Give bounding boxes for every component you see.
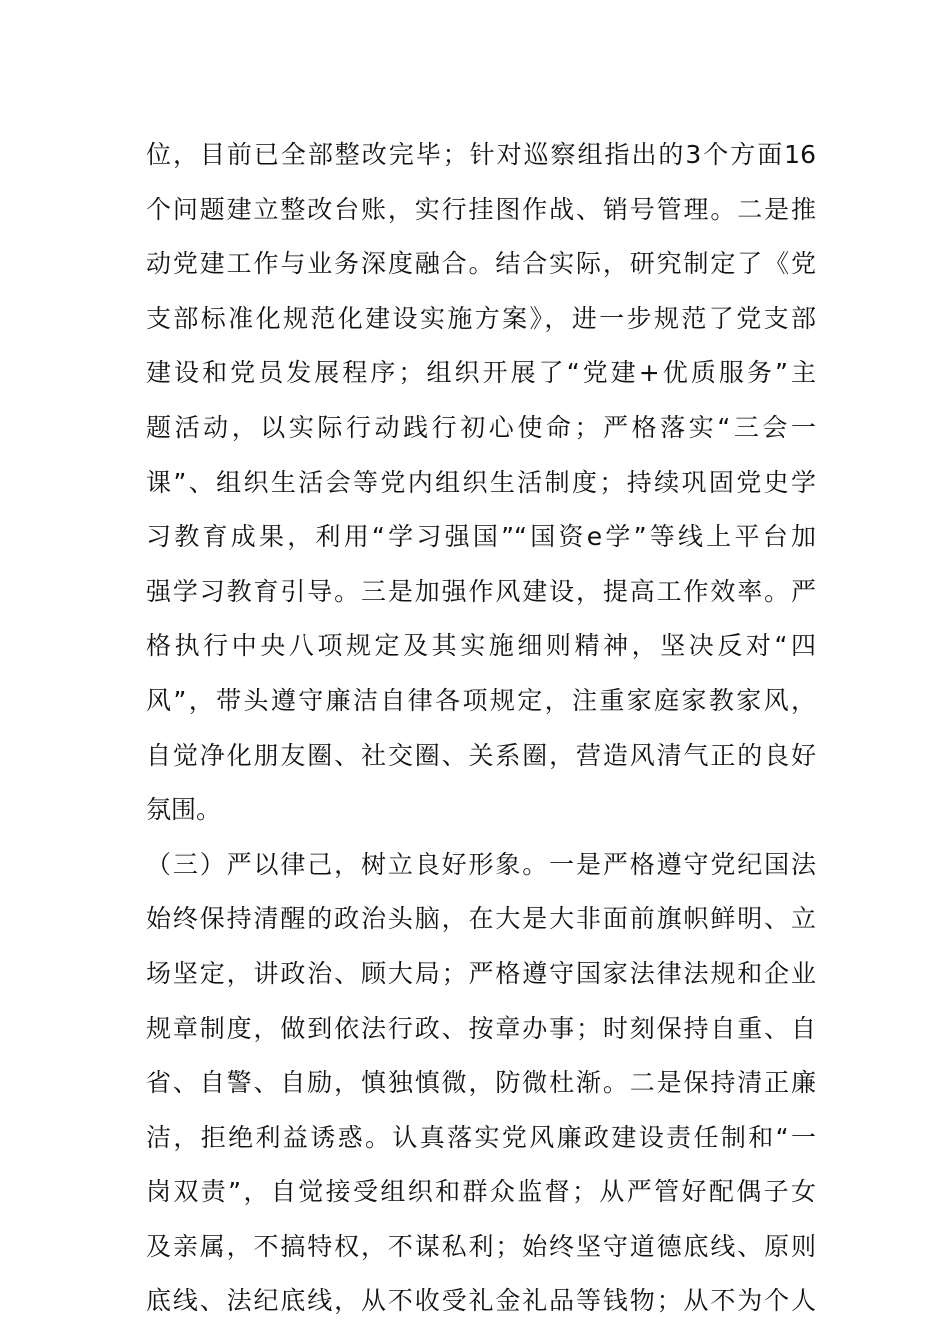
text-line-5: 建设和党员发展程序；组织开展了“党建+优质服务”主 bbox=[146, 358, 816, 388]
text-line-7: 课”、组织生活会等党内组织生活制度；持续巩固党史学 bbox=[146, 467, 816, 497]
text-line-9: 强学习教育引导。三是加强作风建设，提高工作效率。严 bbox=[146, 576, 816, 606]
text-line-1: 位，目前已全部整改完毕；针对巡察组指出的3个方面16 bbox=[146, 140, 816, 169]
text-line-6: 题活动，以实际行动践行初心使命；严格落实“三会一 bbox=[146, 412, 816, 442]
text-line-19: 洁，拒绝利益诱惑。认真落实党风廉政建设责任制和“一 bbox=[146, 1122, 816, 1152]
text-line-10: 格执行中央八项规定及其实施细则精神，坚决反对“四 bbox=[146, 631, 816, 661]
text-line-11: 风”，带头遵守廉洁自律各项规定，注重家庭家教家风， bbox=[146, 685, 816, 715]
text-line-4: 支部标准化规范化建设实施方案》，进一步规范了党支部 bbox=[146, 303, 816, 333]
text-line-12: 自觉净化朋友圈、社交圈、关系圈，营造风清气正的良好 bbox=[146, 740, 816, 770]
text-line-22: 底线、法纪底线，从不收受礼金礼品等钱物；从不为个人 bbox=[146, 1286, 816, 1316]
text-line-15: 始终保持清醒的政治头脑，在大是大非面前旗帜鲜明、立 bbox=[146, 904, 816, 934]
text-line-17: 规章制度，做到依法行政、按章办事；时刻保持自重、自 bbox=[146, 1013, 816, 1043]
text-line-16: 场坚定，讲政治、顾大局；严格遵守国家法律法规和企业 bbox=[146, 958, 816, 988]
text-line-14: （三）严以律己，树立良好形象。一是严格遵守党纪国法 bbox=[146, 849, 816, 879]
text-line-13: 氛围。 bbox=[146, 795, 222, 825]
text-line-2: 个问题建立整改台账，实行挂图作战、销号管理。二是推 bbox=[146, 194, 816, 224]
text-line-20: 岗双责”，自觉接受组织和群众监督；从严管好配偶子女 bbox=[146, 1177, 816, 1207]
body-text bbox=[146, 128, 816, 1329]
text-line-18: 省、自警、自励，慎独慎微，防微杜渐。二是保持清正廉 bbox=[146, 1068, 816, 1098]
text-line-3: 动党建工作与业务深度融合。结合实际，研究制定了《党 bbox=[146, 249, 816, 279]
text-line-21: 及亲属，不搞特权，不谋私利；始终坚守道德底线、原则 bbox=[146, 1231, 816, 1261]
text-line-8: 习教育成果，利用“学习强国”“国资e学”等线上平台加 bbox=[146, 522, 816, 552]
